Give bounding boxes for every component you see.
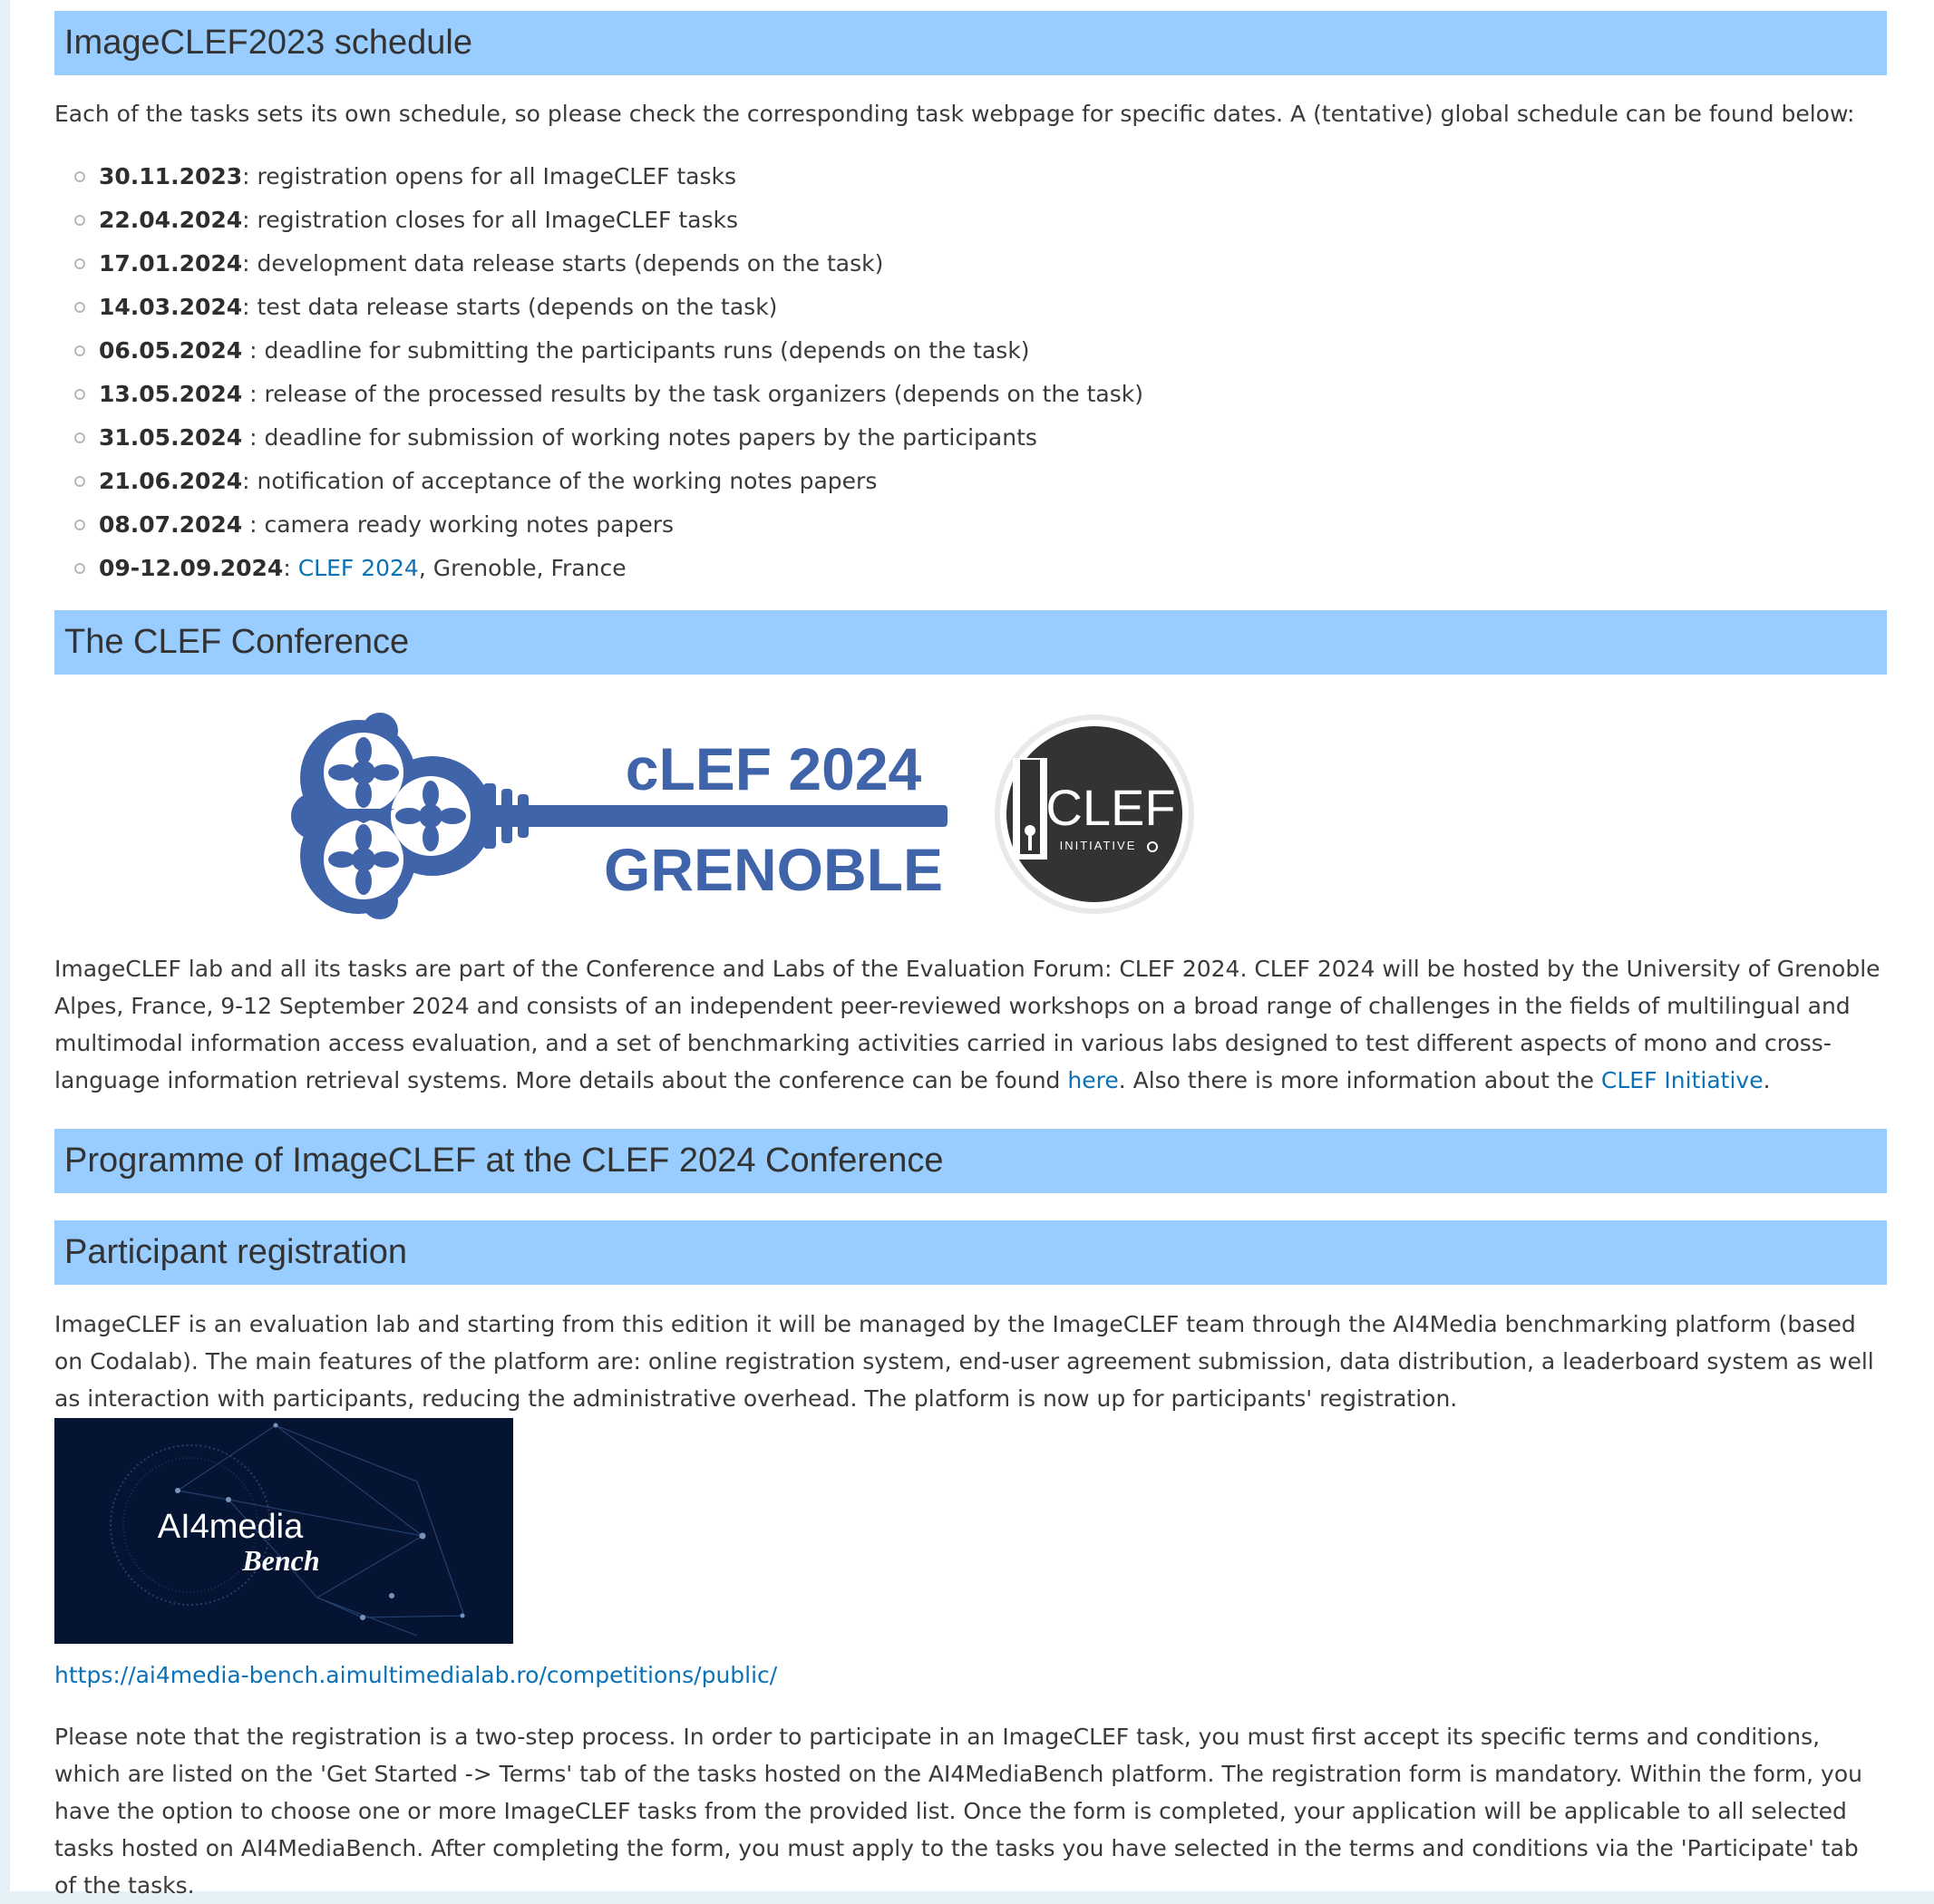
schedule-text: : registration closes for all ImageCLEF tasks bbox=[242, 207, 739, 233]
list-item bbox=[54, 242, 1887, 286]
clef-initiative-link[interactable]: CLEF Initiative bbox=[1600, 1067, 1764, 1093]
circle-bullet-icon bbox=[74, 302, 85, 313]
list-item bbox=[54, 460, 1887, 503]
bench-link-paragraph bbox=[54, 1656, 1887, 1694]
schedule-text: : deadline for submitting the participants runs (depends on the task) bbox=[242, 337, 1030, 364]
circle-bullet-icon bbox=[74, 520, 85, 530]
clef-2024-key-logo bbox=[278, 700, 958, 932]
conference-text bbox=[54, 950, 1887, 1099]
clef-2024-link[interactable]: CLEF 2024 bbox=[297, 555, 419, 581]
circle-bullet-icon bbox=[74, 215, 85, 226]
logo-line-2: GRENOBLE bbox=[603, 836, 944, 903]
conference-text-part1: ImageCLEF lab and all its tasks are part of the Conference and Labs of the Evaluation Forum: CLEF 2024. CLEF 2024 will be hosted by the University of Grenoble Alpes, France, 9-12 September 2024 and consists of an independent peer-reviewed workshops on a broad range of challenges in the fields of multilingual and multimodal information access evaluation, and a set of benchmarking activities carried in various labs designed to test different aspects of mono and cross-language information retrieval systems. More details about the conference can be found bbox=[54, 956, 1881, 1093]
schedule-date: 21.06.2024 bbox=[99, 468, 243, 494]
main-content bbox=[54, 11, 1887, 1904]
initiative-sub: INITIATIVE bbox=[1059, 839, 1137, 852]
schedule-heading: ImageCLEF2023 schedule bbox=[54, 11, 1887, 75]
schedule-date: 09-12.09.2024 bbox=[99, 555, 284, 581]
schedule-text: : registration opens for all ImageCLEF tasks bbox=[242, 163, 737, 189]
circle-bullet-icon bbox=[74, 258, 85, 269]
registration-heading: Participant registration bbox=[54, 1220, 1887, 1285]
schedule-text: , Grenoble, France bbox=[418, 555, 627, 581]
schedule-intro: Each of the tasks sets its own schedule, so please check the corresponding task webpage for specific dates. A (tentative) global schedule can be found below: bbox=[54, 101, 1855, 127]
list-item bbox=[54, 155, 1887, 199]
circle-bullet-icon bbox=[74, 171, 85, 182]
circle-bullet-icon bbox=[74, 432, 85, 443]
list-item bbox=[54, 547, 1887, 590]
registration-note: Please note that the registration is a two-step process. In order to participate in an ImageCLEF task, you must first accept its specific terms and conditions, which are listed on the 'Get Started -> Terms' tab of the tasks hosted on the AI4MediaBench platform. The registration form is mandatory. Within the form, you have the option to choose one or more ImageCLEF tasks from the provided list. Once the form is completed, your application will be applicable to all selected tasks hosted on AI4MediaBench. After completing the form, you must apply to the tasks you have selected in the terms and conditions via the 'Participate' tab of the tasks. bbox=[54, 1724, 1862, 1899]
schedule-date: 31.05.2024 bbox=[99, 424, 243, 451]
conference-heading: The CLEF Conference bbox=[54, 610, 1887, 675]
list-item bbox=[54, 416, 1887, 460]
list-item bbox=[54, 199, 1887, 242]
schedule-date: 14.03.2024 bbox=[99, 294, 243, 320]
schedule-date: 13.05.2024 bbox=[99, 381, 243, 407]
schedule-date: 08.07.2024 bbox=[99, 511, 243, 538]
list-item bbox=[54, 329, 1887, 373]
clef-initiative-logo bbox=[993, 713, 1197, 917]
schedule-date: 06.05.2024 bbox=[99, 337, 243, 364]
schedule-text: : release of the processed results by the task organizers (depends on the task) bbox=[242, 381, 1143, 407]
circle-bullet-icon bbox=[74, 345, 85, 356]
schedule-date: 17.01.2024 bbox=[99, 250, 243, 277]
circle-bullet-icon bbox=[74, 389, 85, 400]
list-item bbox=[54, 373, 1887, 416]
circle-bullet-icon bbox=[74, 563, 85, 574]
ai4media-bench-banner[interactable] bbox=[54, 1418, 513, 1644]
logo-line-1: cLEF 2024 bbox=[625, 735, 922, 802]
circle-bullet-icon bbox=[74, 476, 85, 487]
list-item bbox=[54, 286, 1887, 329]
programme-heading: Programme of ImageCLEF at the CLEF 2024 Conference bbox=[54, 1129, 1887, 1193]
list-item bbox=[54, 503, 1887, 547]
schedule-text: : notification of acceptance of the working notes papers bbox=[242, 468, 878, 494]
here-link[interactable]: here bbox=[1067, 1067, 1119, 1093]
schedule-date: 30.11.2023 bbox=[99, 163, 243, 189]
schedule-text: : camera ready working notes papers bbox=[242, 511, 674, 538]
page bbox=[10, 0, 1934, 1899]
schedule-list bbox=[54, 155, 1887, 590]
schedule-date: 22.04.2024 bbox=[99, 207, 243, 233]
schedule-text: : test data release starts (depends on the task) bbox=[242, 294, 778, 320]
ai4media-bench-link[interactable]: https://ai4media-bench.aimultimedialab.ro/competitions/public/ bbox=[54, 1662, 778, 1688]
registration-text: ImageCLEF is an evaluation lab and starting from this edition it will be managed by the ImageCLEF team through the AI4Media benchmarking platform (based on Codalab). The main features of the platform are: online registration system, end-user agreement submission, data distribution, a leaderboard system as well as interaction with participants, reducing the administrative overhead. The platform is now up for participants' registration. bbox=[54, 1311, 1874, 1412]
schedule-separator: : bbox=[283, 555, 298, 581]
conference-text-end: . bbox=[1763, 1067, 1771, 1093]
conference-logos bbox=[54, 675, 1887, 950]
banner-title: AI4media bbox=[157, 1508, 304, 1546]
banner-subtitle: Bench bbox=[242, 1544, 320, 1577]
schedule-text: : deadline for submission of working notes papers by the participants bbox=[242, 424, 1037, 451]
initiative-name: CLEF bbox=[1045, 779, 1176, 836]
schedule-text: : development data release starts (depends on the task) bbox=[242, 250, 884, 277]
conference-text-part2: . Also there is more information about the bbox=[1118, 1067, 1601, 1093]
